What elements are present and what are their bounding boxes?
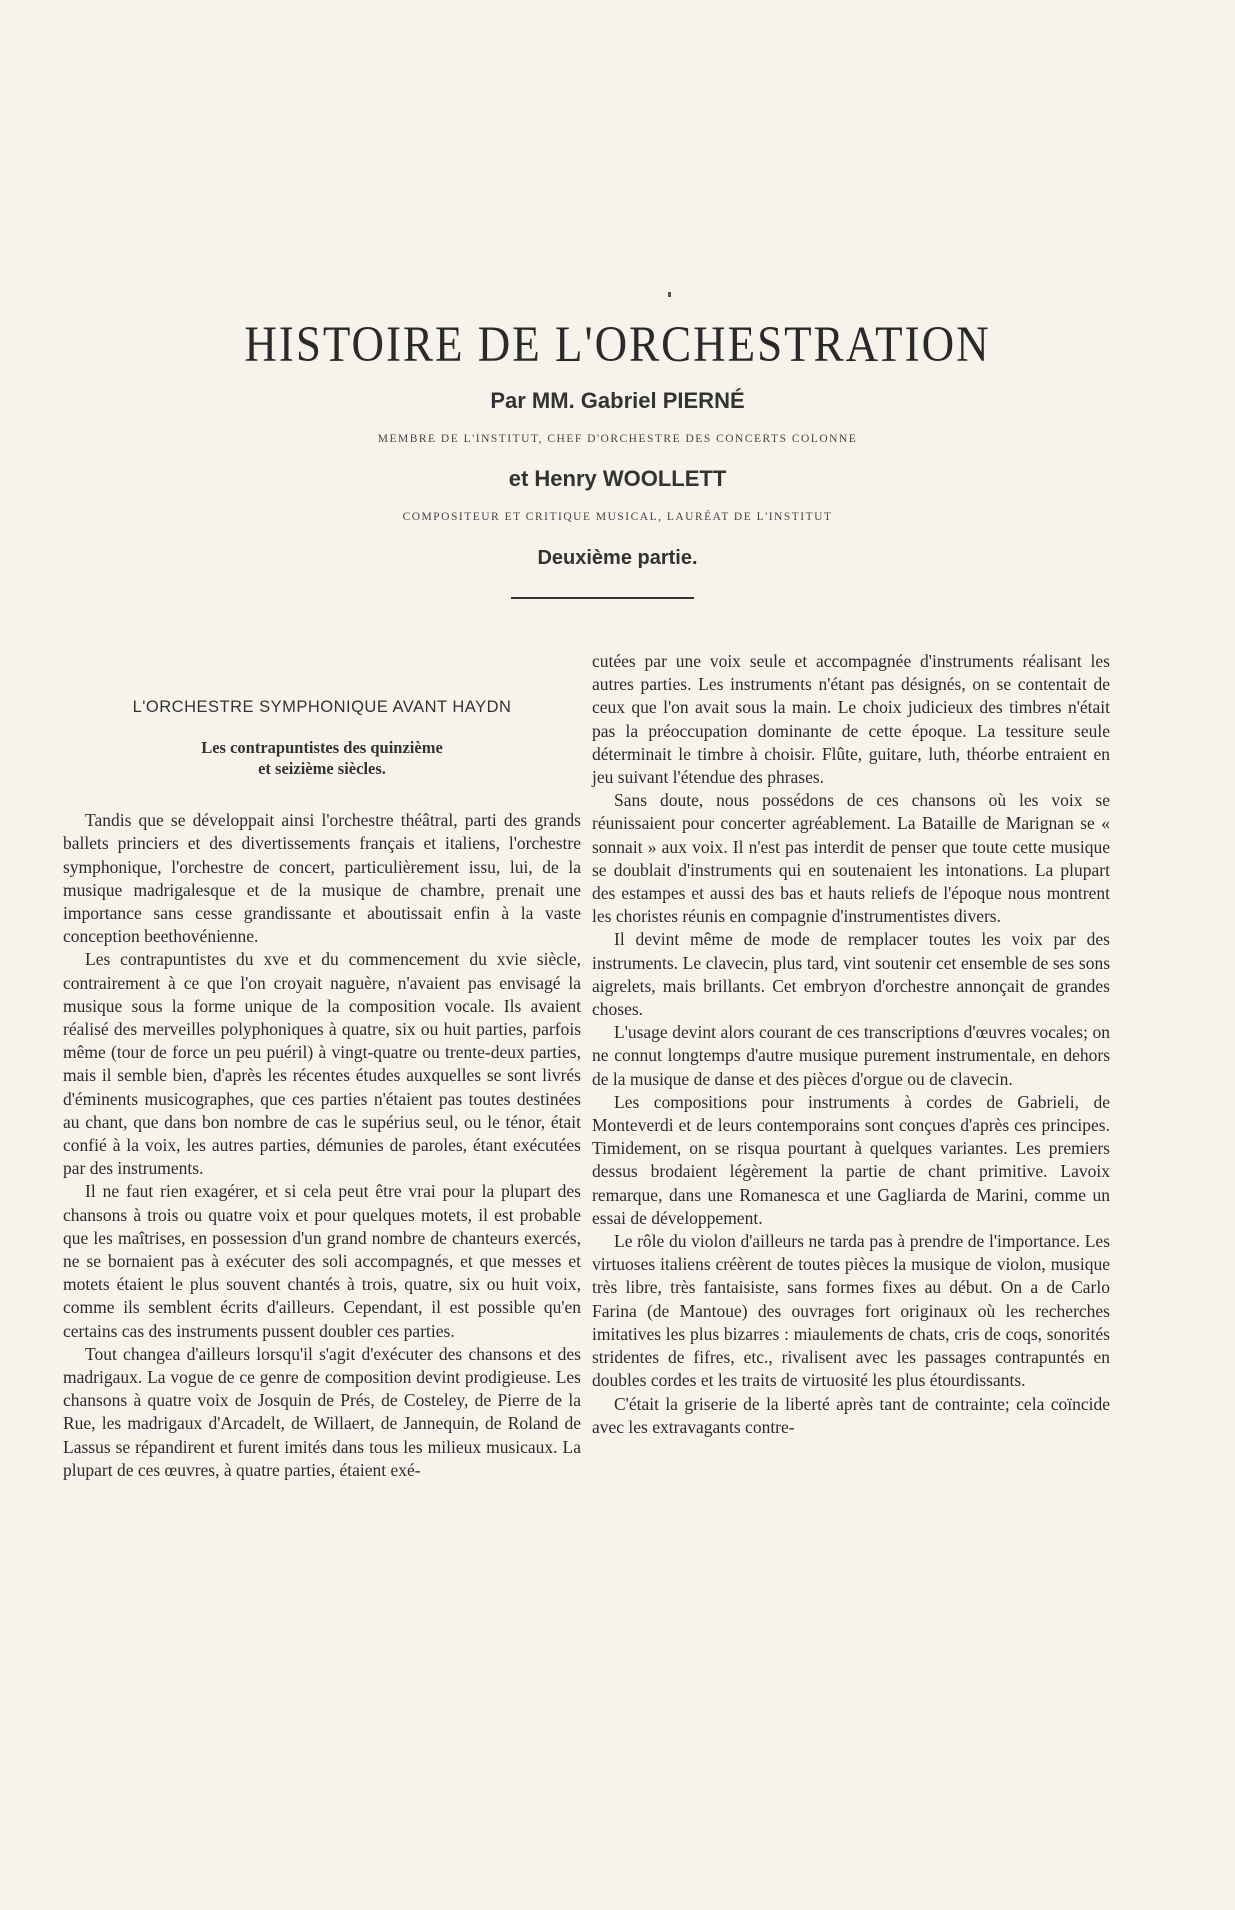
section-title: L'ORCHESTRE SYMPHONIQUE AVANT HAYDN xyxy=(132,698,512,716)
paragraph: Tandis que se développait ainsi l'orchestre théâtral, parti des grands ballets princiers et des divertissements français et italiens, l'orchestre symphonique, l'orchestre de concert, particulièrement issu, lui, de la musique madrigalesque et de la musique de chambre, prenait une importance sans cesse grandissante et aboutissait enfin à la vaste conception beethovénienne. xyxy=(63,810,581,947)
subsection-title-line2: et seizième siècles. xyxy=(258,759,386,779)
authors-line-pierne: Par MM. Gabriel PIERNÉ xyxy=(490,388,745,413)
left-column xyxy=(63,650,581,1482)
subsection-title-line1: Les contrapuntistes des quinzième xyxy=(201,738,443,758)
title-divider xyxy=(511,597,694,599)
right-column xyxy=(592,650,1110,1439)
article-title: HISTOIRE DE L'ORCHESTRATION xyxy=(244,316,991,372)
paragraph: L'usage devint alors courant de ces transcriptions d'œuvres vocales; on ne connut longtemps d'autre musique purement instrumentale, en dehors de la musique de danse et des pièces d'orgue ou de clavecin. xyxy=(592,1022,1110,1089)
page-mark xyxy=(668,292,671,297)
subsection-title xyxy=(63,737,581,779)
paragraph: Le rôle du violon d'ailleurs ne tarda pas à prendre de l'importance. Les virtuoses italiens créèrent de toutes pièces la musique de violon, musique très libre, très fantaisiste, sans formes fixes au début. On a de Carlo Farina (de Mantoue) des ouvrages fort originaux où les recherches imitatives les plus bizarres : miaulements de chats, cris de coqs, sonorités stridentes de fifres, etc., rivalisent avec les passages contrapuntés en doubles cordes et les traits de virtuosité les plus étourdissants. xyxy=(592,1231,1110,1391)
paragraph-continued: cutées par une voix seule et accompagnée d'instruments réalisant les autres parties. Les instruments n'étant pas désignés, on se contentait de ceux que l'on avait sous la main. Le choix judicieux des timbres n'était pas la préoccupation dominante de cette époque. La tessiture seule déterminait le timbre à choisir. Flûte, guitare, luth, théorbe entraient en jeu suivant l'étendue des phrases. xyxy=(592,651,1110,788)
paragraph: Les compositions pour instruments à cordes de Gabrieli, de Monteverdi et de leurs contemporains sont conçues d'après ces principes. Timidement, on se risqua pourtant à quelques variantes. Les premiers dessus brodaient légèrement la partie de chant primitive. Lavoix remarque, dans une Romanesca et une Gagliarda de Marini, comme un essai de développement. xyxy=(592,1091,1110,1228)
paragraph: Il ne faut rien exagérer, et si cela peut être vrai pour la plupart des chansons à trois ou quatre voix et pour quelques motets, il est probable que les maîtrises, en possession d'un grand nombre de chanteurs exercés, ne se bornaient pas à exécuter des soli accompagnés, et que messes et motets étaient le plus souvent chantés à trois, quatre, six ou huit voix, comme ils semblent écrits d'ailleurs. Cependant, il est possible qu'en certains cas des instruments pussent doubler ces parties. xyxy=(63,1181,581,1341)
part-heading: Deuxième partie. xyxy=(537,547,698,569)
paragraph: C'était la griserie de la liberté après tant de contrainte; cela coïncide avec les extravagants contre- xyxy=(592,1393,1110,1437)
author-role-pierne: MEMBRE DE L'INSTITUT, CHEF D'ORCHESTRE DES CONCERTS COLONNE xyxy=(377,433,858,445)
authors-line-woollett: et Henry WOOLLETT xyxy=(508,466,727,491)
paragraph: Il devint même de mode de remplacer toutes les voix par des instruments. Le clavecin, plus tard, vint soutenir cet ensemble de ses sons aigrelets, mais brillants. Cet embryon d'orchestre annonçait de grandes choses. xyxy=(592,929,1110,1020)
author-role-woollett: COMPOSITEUR ET CRITIQUE MUSICAL, LAURÉAT DE L'INSTITUT xyxy=(402,511,833,523)
paragraph: Sans doute, nous possédons de ces chansons où les voix se réunissaient pour concerter agréablement. La Bataille de Marignan se « sonnait » aux voix. Il n'est pas interdit de penser que toute cette musique se doublait d'instruments qui en soutenaient les intonations. La plupart des estampes et aussi des bas et hauts reliefs de l'époque nous montrent les choristes réunis en compagnie d'instrumentistes divers. xyxy=(592,790,1110,927)
paragraph: Les contrapuntistes du xve et du commencement du xvie siècle, contrairement à ce que l'on croyait naguère, n'avaient pas envisagé la musique sous la forme unique de la composition vocale. Ils avaient réalisé des merveilles polyphoniques à quatre, six ou huit parties, parfois même (tour de force un peu puéril) à vingt-quatre ou trente-deux parties, mais il semble bien, d'après les récentes études auxquelles se sont livrés d'éminents musicographes, que ces parties n'étaient pas toutes destinées au chant, que dans bon nombre de cas le supérius seul, ou le ténor, était confié à la voix, les autres parties, démunies de paroles, étant exécutées par des instruments. xyxy=(63,949,581,1179)
paragraph: Tout changea d'ailleurs lorsqu'il s'agit d'exécuter des chansons et des madrigaux. La vogue de ce genre de composition devint prodigieuse. Les chansons à quatre voix de Josquin de Prés, de Costeley, de Pierre de la Rue, les madrigaux d'Arcadelt, de Willaert, de Jannequin, de Roland de Lassus se répandirent et furent imités dans tous les milieux musicaux. La plupart de ces œuvres, à quatre parties, étaient exé- xyxy=(63,1343,581,1480)
